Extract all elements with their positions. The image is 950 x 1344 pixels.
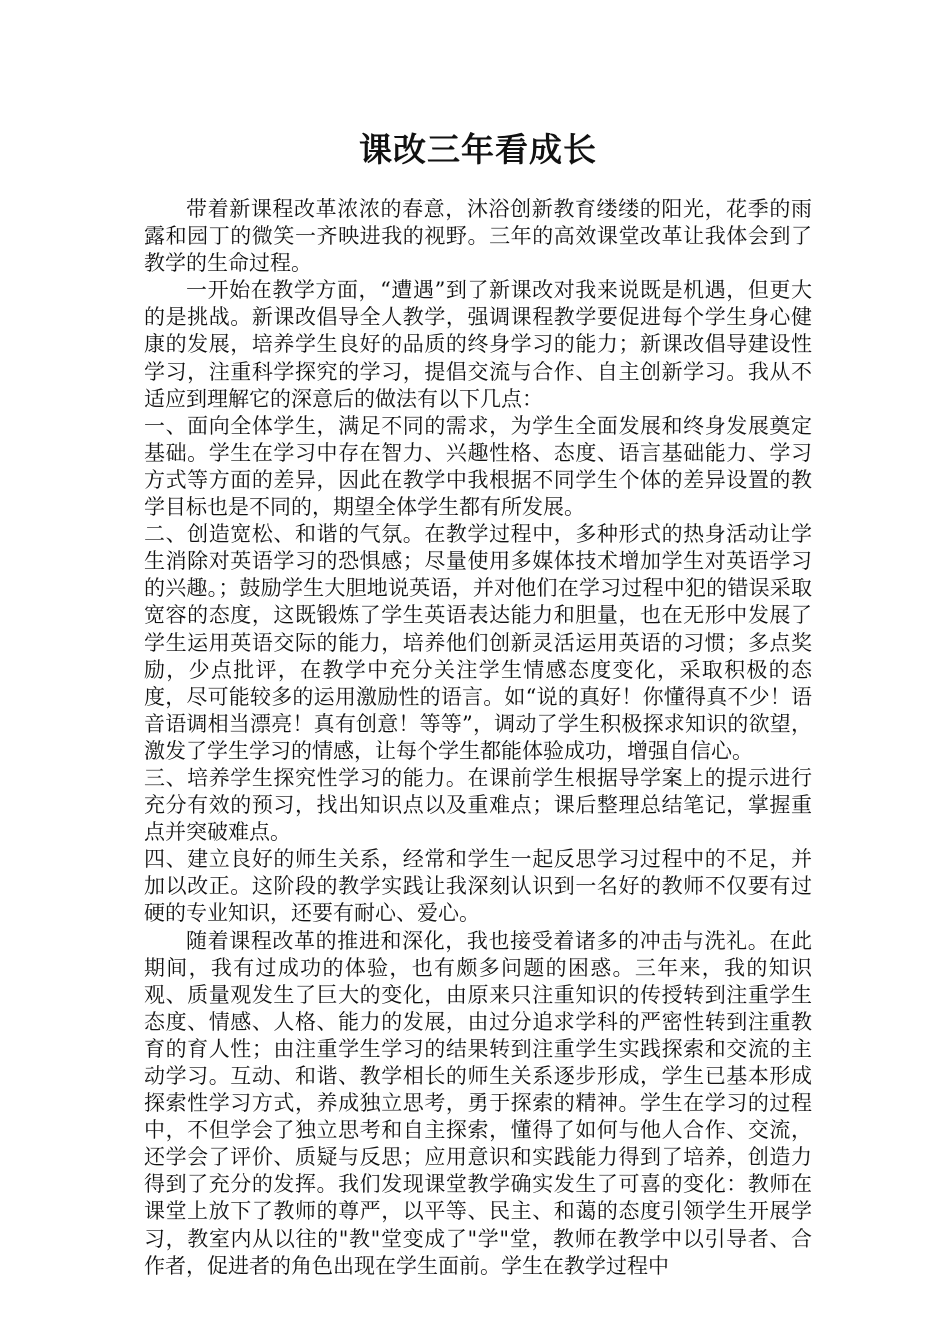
paragraph-point-4: 四、建立良好的师生关系，经常和学生一起反思学习过程中的不足，并加以改正。这阶段的教学实践让我深刻认识到一名好的教师不仅要有过硬的专业知识，还要有耐心、爱心。 [144, 847, 812, 926]
paragraph-reflection: 随着课程改革的推进和深化，我也接受着诸多的冲击与洗礼。在此期间，我有过成功的体验，也有颇多问题的困惑。三年来，我的知识观、质量观发生了巨大的变化，由原来只注重知识的传授转到注重学生态度、情感、人格、能力的发展，由过分追求学科的严密性转到注重教育的育人性；由注重学生学习的结果转到注重学生实践探索和交流的主动学习。互动、和谐、教学相长的师生关系逐步形成，学生已基本形成探索性学习方式，养成独立思考，勇于探索的精神。学生在学习的过程中，不但学会了独立思考和自主探索，懂得了如何与他人合作、交流，还学会了评价、质疑与反思；应用意识和实践能力得到了培养，创造力得到了充分的发挥。我们发现课堂教学确实发生了可喜的变化：教师在课堂上放下了教师的尊严，以平等、民主、和蔼的态度引领学生开展学习，教室内从以往的"教"堂变成了"学"堂，教师在教学中以引导者、合作者，促进者的角色出现在学生面前。学生在教学过程中 [144, 928, 812, 1278]
document-body [144, 196, 812, 1280]
paragraph-challenge: 一开始在教学方面，“遭遇”到了新课改对我来说既是机遇，但更大的是挑战。新课改倡导全人教学，强调课程教学要促进每个学生身心健康的发展，培养学生良好的品质的终身学习的能力；新课改倡导建设性学习，注重科学探究的学习，提倡交流与合作、自主创新学习。我从不适应到理解它的深意后的做法有以下几点： [144, 278, 812, 411]
paragraph-point-3: 三、培养学生探究性学习的能力。在课前学生根据导学案上的提示进行充分有效的预习，找出知识点以及重难点；课后整理总结笔记，掌握重点并突破难点。 [144, 765, 812, 845]
document-page [144, 126, 812, 1280]
paragraph-point-2: 二、创造宽松、和谐的气氛。在教学过程中，多种形式的热身活动让学生消除对英语学习的恐惧感；尽量使用多媒体技术增加学生对英语学习的兴趣。；鼓励学生大胆地说英语，并对他们在学习过程中犯的错误采取宽容的态度，这既锻炼了学生英语表达能力和胆量，也在无形中发展了学生运用英语交际的能力，培养他们创新灵活运用英语的习惯；多点奖励，少点批评，在教学中充分关注学生情感态度变化，采取积极的态度，尽可能较多的运用激励性的语言。如“说的真好！你懂得真不少！语音语调相当漂亮！真有创意！等等”，调动了学生积极探求知识的欲望，激发了学生学习的情感，让每个学生都能体验成功，增强自信心。 [144, 522, 812, 763]
paragraph-intro: 带着新课程改革浓浓的春意，沐浴创新教育缕缕的阳光，花季的雨露和园丁的微笑一齐映进我的视野。三年的高效课堂改革让我体会到了教学的生命过程。 [144, 197, 812, 276]
paragraph-point-1: 一、面向全体学生，满足不同的需求，为学生全面发展和终身发展奠定基础。学生在学习中存在智力、兴趣性格、态度、语言基础能力、学习方式等方面的差异，因此在教学中我根据不同学生个体的差异设置的教学目标也是不同的，期望全体学生都有所发展。 [144, 413, 812, 520]
document-title: 课改三年看成长 [359, 130, 597, 169]
